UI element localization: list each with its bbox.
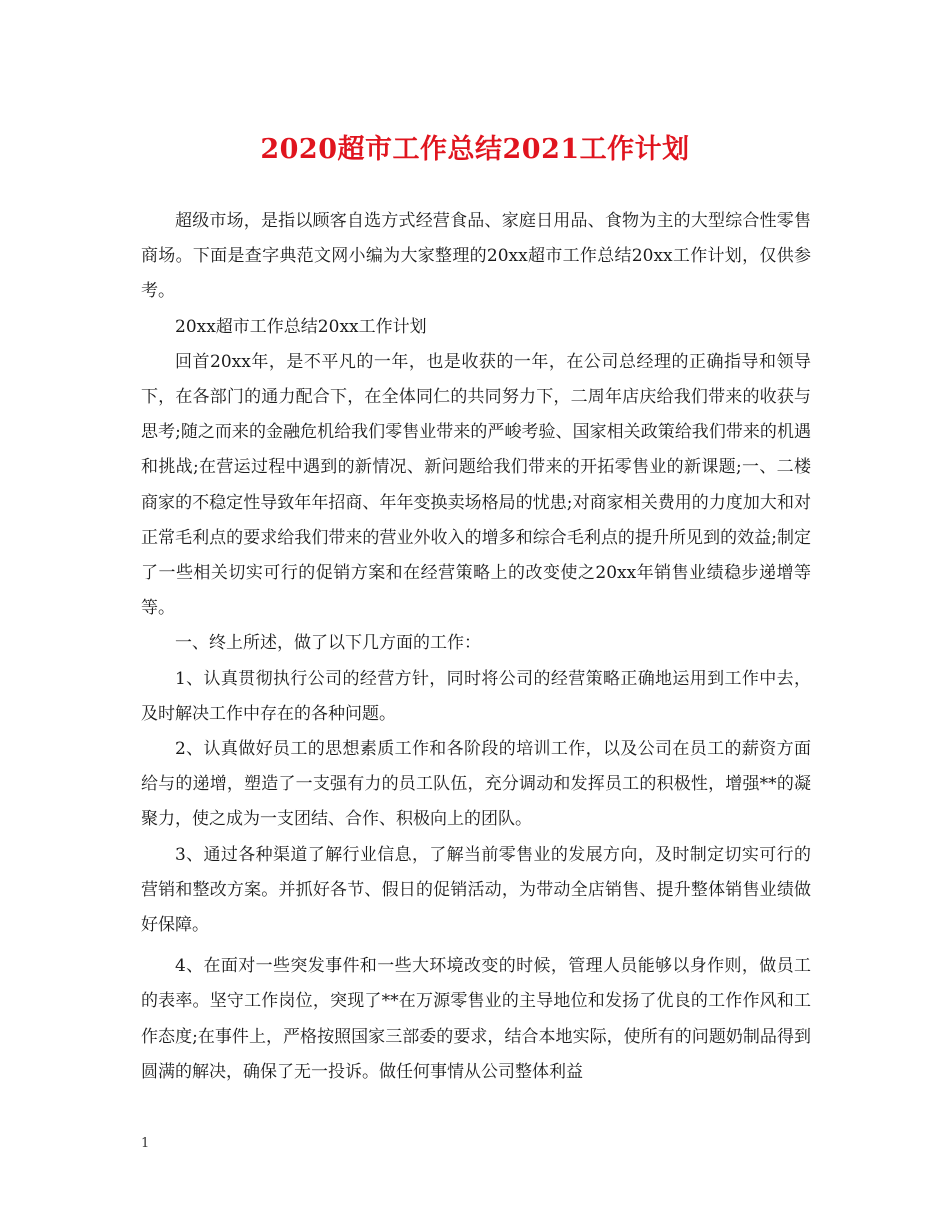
paragraph-summary-heading: 一、终上所述，做了以下几方面的工作：	[175, 633, 481, 654]
page-number: 1	[141, 1136, 150, 1151]
document-body	[141, 204, 811, 1090]
paragraph-item-1: 1、认真贯彻执行公司的经营方针，同时将公司的经营策略正确地运用到工作中去，及时解决工作中存在的各种问题。	[141, 668, 811, 724]
paragraph-subtitle: 20xx超市工作总结20xx工作计划	[175, 316, 427, 337]
paragraph-item-2: 2、认真做好员工的思想素质工作和各阶段的培训工作，以及公司在员工的薪资方面给与的递增，塑造了一支强有力的员工队伍，充分调动和发挥员工的积极性，增强**的凝聚力，使之成为一支团结、合作、积极向上的团队。	[141, 739, 811, 830]
paragraph-review: 回首20xx年，是不平凡的一年，也是收获的一年，在公司总经理的正确指导和领导下，在各部门的通力配合下，在全体同仁的共同努力下，二周年店庆给我们带来的收获与思考;随之而来的金融危机给我们零售业带来的严峻考验、国家相关政策给我们带来的机遇和挑战;在营运过程中遇到的新情况、新问题给我们带来的开拓零售业的新课题;一、二楼商家的不稳定性导致年年招商、年年变换卖场格局的忧患;对商家相关费用的力度加大和对正常毛利点的要求给我们带来的营业外收入的增多和综合毛利点的提升所见到的效益;制定了一些相关切实可行的促销方案和在经营策略上的改变使之20xx年销售业绩稳步递增等等。	[141, 351, 811, 619]
paragraph-intro: 超级市场，是指以顾客自选方式经营食品、家庭日用品、食物为主的大型综合性零售商场。下面是查字典范文网小编为大家整理的20xx超市工作总结20xx工作计划，仅供参考。	[141, 211, 811, 302]
paragraph-item-4: 4、在面对一些突发事件和一些大环境改变的时候，管理人员能够以身作则，做员工的表率。坚守工作岗位，突现了**在万源零售业的主导地位和发扬了优良的工作作风和工作态度;在事件上，严格按照国家三部委的要求，结合本地实际，使所有的问题奶制品得到圆满的解决，确保了无一投诉。做任何事情从公司整体利益	[141, 956, 811, 1082]
paragraph-item-3: 3、通过各种渠道了解行业信息，了解当前零售业的发展方向，及时制定切实可行的营销和整改方案。并抓好各节、假日的促销活动，为带动全店销售、提升整体销售业绩做好保障。	[141, 844, 811, 936]
document-title: 2020超市工作总结2021工作计划	[260, 134, 690, 165]
